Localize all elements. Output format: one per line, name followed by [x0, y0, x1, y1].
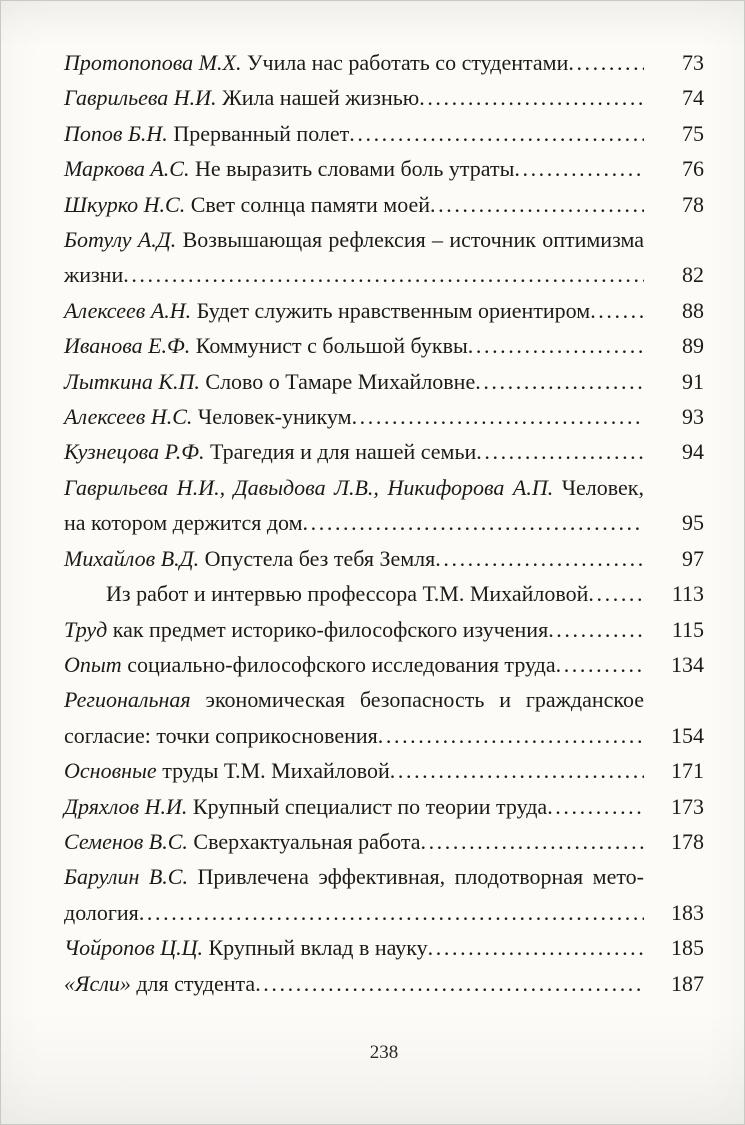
toc-row	[64, 824, 704, 859]
toc-page-number: 78	[682, 191, 704, 217]
toc-page-number: 173	[671, 793, 704, 819]
entry-text	[64, 80, 419, 115]
entry-title: Опустела без тебя Земля	[199, 545, 436, 571]
dot-leader	[548, 612, 644, 647]
page-number-footer: 238	[369, 1041, 399, 1063]
toc-page-number: 91	[682, 368, 704, 394]
dot-leader	[352, 399, 644, 434]
entry-title: Возвышающая рефлексия – источник оптимизма	[176, 227, 644, 253]
entry-text	[64, 475, 644, 500]
entry-title: Трагедия и для нашей семьи	[204, 439, 477, 465]
entry-text	[64, 187, 430, 222]
dot-leader	[514, 151, 644, 186]
entry-text	[64, 328, 468, 363]
entry-text	[64, 45, 568, 80]
toc-page-number: 185	[671, 935, 704, 961]
entry-author-name: Лыткина К.П.	[64, 368, 200, 394]
dot-leader	[475, 364, 644, 399]
entry-text	[64, 895, 139, 930]
entry-author-name: Основные	[64, 758, 157, 784]
entry-text	[64, 864, 644, 889]
toc-list	[1, 1, 744, 1001]
entry-author-name: Региональная	[64, 687, 191, 713]
toc-row	[64, 116, 704, 151]
dot-leader	[390, 753, 644, 788]
entry-author-name: Семенов В.С.	[64, 828, 188, 854]
dot-leader	[303, 505, 644, 540]
entry-text	[64, 257, 123, 292]
entry-title: Будет служить нравственным ориентиром	[191, 297, 591, 323]
toc-page-number: 134	[671, 651, 704, 677]
entry-author-name: Шкурко Н.С.	[64, 191, 186, 217]
entry-title: экономическая безопасность и гражданское	[190, 687, 644, 713]
toc-row	[64, 753, 704, 788]
toc-row	[64, 505, 704, 540]
dot-leader	[378, 718, 644, 753]
entry-text	[64, 505, 303, 540]
dot-leader	[556, 647, 644, 682]
toc-row	[64, 222, 644, 257]
entry-text	[64, 930, 428, 965]
toc-row	[64, 930, 704, 965]
entry-title: Жила нашей жизнью	[216, 85, 420, 111]
toc-page-number: 113	[671, 581, 704, 607]
entry-text	[64, 687, 644, 712]
entry-title: Человек-уникум	[192, 404, 352, 430]
entry-author-name: Дряхлов Н.И.	[64, 793, 188, 819]
entry-text	[64, 824, 420, 859]
entry-title: социально-философского исследования труда	[121, 651, 556, 677]
toc-row	[64, 859, 644, 894]
entry-author-name: Маркова А.С.	[64, 156, 190, 182]
entry-title: Крупный специалист по теории труда	[187, 793, 548, 819]
toc-row	[64, 257, 704, 292]
entry-author-name: Ботулу А.Д.	[64, 227, 177, 253]
entry-author-name: Гаврильева Н.И.	[64, 85, 217, 111]
entry-title: как предмет историко-философского изучения	[107, 616, 549, 642]
entry-author-name: Опыт	[64, 651, 122, 677]
entry-author-name: Барулин В.С.	[64, 864, 188, 890]
toc-row	[64, 789, 704, 824]
entry-title: на котором держится дом	[64, 510, 303, 536]
dot-leader	[428, 930, 644, 965]
entry-title: Коммунист с большой буквы	[190, 333, 468, 359]
toc-page-number: 89	[682, 333, 704, 359]
toc-page-number: 75	[682, 120, 704, 146]
toc-page-number: 183	[671, 899, 704, 925]
dot-leader	[476, 434, 644, 469]
entry-title: труды Т.М. Михайловой	[156, 758, 390, 784]
entry-text	[64, 753, 390, 788]
entry-text	[64, 151, 514, 186]
entry-author-name: «Ясли»	[64, 970, 131, 996]
dot-leader	[588, 576, 644, 611]
entry-author-name: Гаврильева Н.И., Давыдова Л.В., Никифорова А.П.	[64, 474, 554, 500]
entry-title: Человек,	[553, 474, 644, 500]
toc-row	[64, 966, 704, 1001]
dot-leader	[430, 187, 644, 222]
toc-page-number: 154	[671, 722, 704, 748]
toc-row	[64, 541, 704, 576]
toc-page-number: 95	[682, 510, 704, 536]
entry-author-name: Труд	[64, 616, 108, 642]
entry-text	[64, 227, 644, 252]
dot-leader	[255, 966, 644, 1001]
entry-author-name: Иванова Е.Ф.	[64, 333, 191, 359]
entry-title: Крупный вклад в науку	[202, 935, 428, 961]
toc-page-number: 88	[682, 297, 704, 323]
toc-row	[64, 576, 704, 611]
toc-page-number: 97	[682, 545, 704, 571]
entry-title: для студента	[130, 970, 256, 996]
toc-row	[64, 647, 704, 682]
toc-row	[64, 293, 704, 328]
entry-title: дология	[64, 899, 139, 925]
dot-leader	[420, 824, 644, 859]
toc-row	[64, 187, 704, 222]
entry-text	[64, 789, 547, 824]
entry-author-name: Протопопова М.Х.	[64, 50, 242, 75]
entry-text	[64, 612, 548, 647]
entry-title: Прерванный полет	[167, 120, 350, 146]
toc-row	[64, 470, 644, 505]
toc-row	[64, 399, 704, 434]
entry-author-name: Кузнецова Р.Ф.	[64, 439, 205, 465]
dot-leader	[139, 895, 644, 930]
toc-page-number: 76	[682, 156, 704, 182]
dot-leader	[419, 80, 644, 115]
entry-text	[64, 399, 352, 434]
dot-leader	[590, 293, 644, 328]
entry-title: Сверхактуальная работа	[187, 828, 421, 854]
entry-author-name: Чойропов Ц.Ц.	[64, 935, 203, 961]
toc-page-number: 73	[682, 50, 704, 75]
entry-title: Слово о Тамаре Михайловне	[199, 368, 476, 394]
dot-leader	[468, 328, 644, 363]
dot-leader	[349, 116, 644, 151]
entry-title: Свет солнца памяти моей	[185, 191, 431, 217]
entry-title: жизни	[64, 262, 124, 288]
entry-author-name: Алексеев Н.С.	[64, 404, 193, 430]
dot-leader	[123, 257, 644, 292]
entry-text	[64, 541, 435, 576]
toc-row	[64, 434, 704, 469]
toc-row	[64, 80, 704, 115]
toc-page-number: 187	[671, 970, 704, 996]
entry-author-name: Михайлов В.Д.	[64, 545, 200, 571]
toc-row	[64, 328, 704, 363]
entry-text	[64, 116, 349, 151]
toc-page-number: 178	[671, 828, 704, 854]
entry-author-name: Попов Б.Н.	[64, 120, 168, 146]
dot-leader	[435, 541, 644, 576]
entry-text	[64, 718, 378, 753]
entry-text	[64, 966, 255, 1001]
entry-text	[64, 293, 590, 328]
dot-leader	[568, 45, 644, 80]
entry-text	[64, 364, 475, 399]
toc-row	[64, 364, 704, 399]
toc-row	[64, 612, 704, 647]
toc-page-number: 82	[682, 262, 704, 288]
entry-author-name: Алексеев А.Н.	[64, 297, 192, 323]
toc-page-number: 94	[682, 439, 704, 465]
entry-title: согласие: точки соприкосновения	[64, 722, 378, 748]
toc-row	[64, 682, 644, 717]
toc-row	[64, 45, 704, 80]
toc-page-number: 93	[682, 404, 704, 430]
toc-row	[64, 895, 704, 930]
entry-title: Привлечена эффективная, плодотворная мето-	[188, 864, 645, 890]
toc-row	[64, 718, 704, 753]
entry-text	[106, 576, 588, 611]
entry-text	[64, 434, 476, 469]
toc-page-number: 115	[671, 616, 704, 642]
dot-leader	[547, 789, 644, 824]
entry-text	[64, 647, 556, 682]
toc-page-number: 74	[682, 85, 704, 111]
toc-row	[64, 151, 704, 186]
entry-title: Не выразить словами боль утраты	[189, 156, 515, 182]
entry-title: Учила нас работать со студентами	[241, 50, 569, 75]
toc-page-number: 171	[671, 758, 704, 784]
entry-title: Из работ и интервью профессора Т.М. Михайловой	[106, 581, 589, 607]
